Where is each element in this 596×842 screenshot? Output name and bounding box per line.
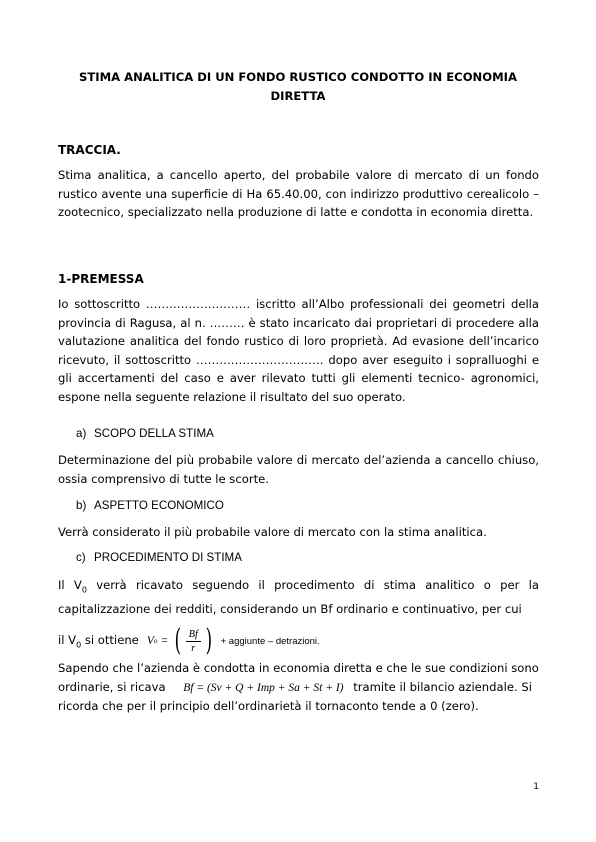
valore-formula-line [58, 622, 320, 660]
formula-intro-sub: 0 [76, 640, 82, 650]
bilancio-text-b: tramite il bilancio aziendale. Si ricorda che per il principio dell’ordinarietà il tornaconto tende a 0 (zero). [58, 679, 532, 714]
aspetto-subheading [76, 499, 224, 512]
bilancio-text-a: Sapendo che l’azienda è condotta in economia diretta e che le sue condizioni sono ordinarie, si ricava [58, 661, 539, 694]
page-number: 1 [533, 782, 539, 792]
premessa-paragraph: Io sottoscritto ……………………… iscritto all’Albo professionali dei geometri della provincia di Ragusa, al n. ……… è stato incaricato dai proprietari di procedere alla valutazione analitica del fondo rustico di loro proprietà. Ad evasione dell’incarico ricevuto, il sottoscritto …………………………… dopo aver eseguito i sopralluoghi e gli accertamenti del caso e aver rilevato tutti gli elementi tecnico- agronomici, espone nella seguente relazione il risultato del suo operato. [58, 297, 539, 404]
scopo-label: SCOPO DELLA STIMA [94, 427, 214, 440]
formula-lhs: V [146, 635, 154, 647]
aspetto-paragraph: Verrà considerato il più probabile valore di mercato con la stima analitica. [58, 525, 487, 539]
traccia-paragraph: Stima analitica, a cancello aperto, del probabile valore di mercato di un fondo rustico avente una superficie di Ha 65.40.00, con indirizzo produttivo cerealicolo – zootecnico, specializzato nella produzione di latte e condotta in economia diretta. [58, 168, 539, 220]
procedimento-subheading [76, 551, 242, 564]
traccia-heading: TRACCIA. [58, 143, 121, 157]
procedimento-text-b: verrà ricavato seguendo il procedimento di stima analitico o per la capitalizzazione dei redditi, considerando un Bf ordinario e continuativo, per cui [58, 578, 539, 616]
scopo-subheading [76, 427, 214, 440]
right-paren-icon: ) [205, 623, 212, 658]
procedimento-paragraph [58, 576, 539, 619]
bf-formula: Bf = (Sv + Q + Imp + Sa + St + I) [183, 681, 344, 694]
formula-numerator: Bf [186, 628, 201, 642]
procedimento-label: PROCEDIMENTO DI STIMA [94, 551, 242, 564]
procedimento-letter: c) [76, 551, 86, 564]
document-title: STIMA ANALITICA DI UN FONDO RUSTICO CONDOTTO IN ECONOMIA DIRETTA [79, 70, 517, 103]
valore-formula [146, 623, 215, 658]
formula-fraction [186, 628, 201, 655]
formula-tail: + aggiunte – detrazioni. [220, 635, 320, 647]
aspetto-letter: b) [76, 499, 87, 512]
formula-intro [58, 633, 139, 649]
aspetto-label: ASPETTO ECONOMICO [94, 499, 224, 512]
bilancio-paragraph [58, 659, 539, 716]
premessa-heading: 1-PREMESSA [58, 272, 144, 286]
formula-intro-a: il V [58, 632, 77, 647]
formula-equals: = [161, 635, 168, 647]
formula-denominator: r [191, 642, 196, 654]
procedimento-text-a: Il V [58, 578, 82, 592]
procedimento-sub: 0 [81, 585, 87, 595]
scopo-letter: a) [76, 427, 87, 440]
formula-lhs-sub: o [153, 637, 158, 645]
formula-intro-b: si ottiene [81, 632, 139, 647]
left-paren-icon: ( [174, 623, 181, 658]
scopo-paragraph: Determinazione del più probabile valore di mercato del’azienda a cancello chiuso, ossia comprensivo di tutte le scorte. [58, 453, 539, 486]
